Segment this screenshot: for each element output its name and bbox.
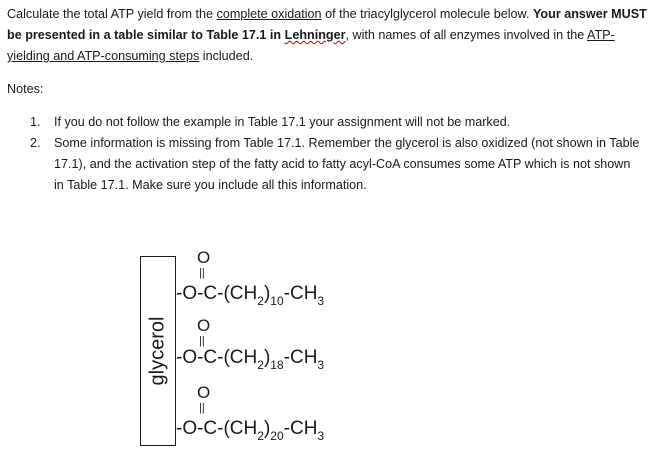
- h-subscript: 2: [257, 429, 264, 443]
- methyl-text: -CH: [283, 418, 318, 439]
- list-number: 2.: [30, 136, 41, 150]
- notes-heading: Notes:: [7, 82, 44, 96]
- carbonyl-oxygen: O: [197, 383, 211, 402]
- h-subscript: 2: [257, 294, 264, 308]
- ester-group: [176, 283, 324, 308]
- list-number: 1.: [30, 115, 41, 129]
- ester-group: [176, 418, 324, 443]
- lehninger-word: Lehninger: [284, 28, 346, 42]
- repeat-count: 10: [270, 294, 284, 308]
- close-paren: ): [263, 347, 271, 368]
- carbonyl-oxygen: O: [197, 248, 211, 267]
- ester-text: -O-C-(CH: [176, 283, 258, 304]
- ester-group: [176, 347, 324, 372]
- question-part: included.: [202, 49, 254, 63]
- double-bond: ||: [199, 402, 205, 414]
- list-text: Some information is missing from Table 17.1. Remember the glycerol is also oxidized (not shown in Table 17.1), and the activation step of the fatty acid to fatty acyl-CoA consumes some ATP which is not shown in Table 17.1. Make sure you include all this information.: [54, 136, 640, 192]
- repeat-count: 18: [270, 358, 284, 372]
- methyl-text: -CH: [283, 283, 318, 304]
- complete-oxidation-link: complete oxidation: [216, 7, 322, 21]
- double-bond: ||: [199, 335, 205, 347]
- ester-text: -O-C-(CH: [176, 347, 258, 368]
- fatty-acid-chain-2: [176, 316, 324, 372]
- fatty-acid-chain-1: [176, 248, 324, 308]
- fatty-acid-chain-3: [176, 383, 324, 443]
- methyl-text: -CH: [283, 347, 318, 368]
- methyl-subscript: 3: [317, 294, 325, 308]
- question-part: Calculate the total ATP yield from the: [7, 7, 214, 21]
- ester-text: -O-C-(CH: [176, 418, 258, 439]
- close-paren: ): [263, 418, 271, 439]
- methyl-subscript: 3: [317, 358, 325, 372]
- glycerol-label: glycerol: [146, 316, 169, 386]
- close-paren: ): [263, 283, 271, 304]
- methyl-subscript: 3: [317, 429, 325, 443]
- carbonyl-oxygen: O: [197, 316, 211, 335]
- question-part: , with names of all enzymes involved in the: [345, 28, 585, 42]
- double-bond: ||: [199, 267, 205, 279]
- h-subscript: 2: [257, 358, 264, 372]
- repeat-count: 20: [270, 429, 284, 443]
- list-text: If you do not follow the example in Table 17.1 your assignment will not be marked.: [54, 115, 511, 129]
- question-part: of the triacylglycerol molecule below.: [325, 7, 530, 21]
- atp-steps-underlined: ATP-yielding and ATP-consuming steps: [7, 28, 615, 63]
- requirement-text: Your answer MUST be presented in a table similar to Table 17.1 in: [7, 7, 647, 42]
